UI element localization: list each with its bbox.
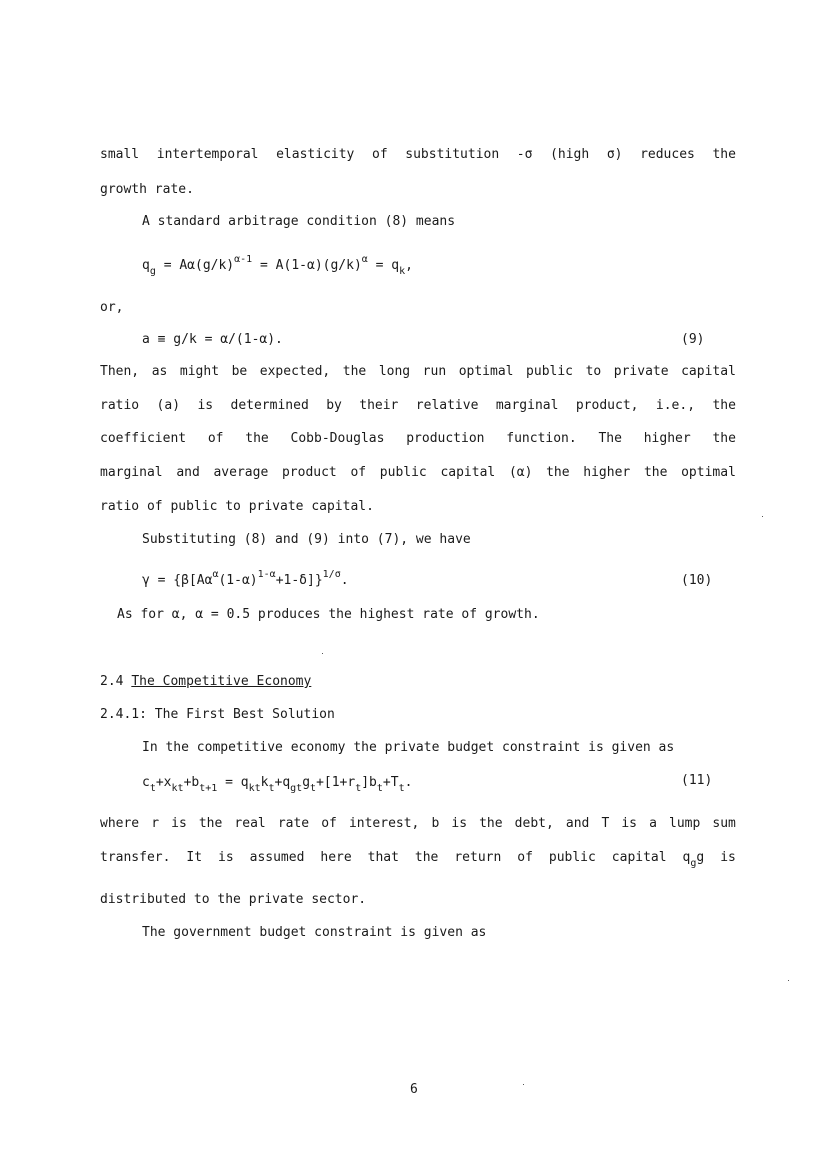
- word: of: [207, 431, 224, 446]
- word: (α): [508, 465, 533, 480]
- scan-speck: [788, 980, 789, 981]
- word: by: [326, 398, 342, 413]
- word: capital: [440, 465, 496, 480]
- word: rate: [277, 816, 310, 831]
- word: run: [422, 364, 447, 379]
- word: ratio: [100, 398, 140, 413]
- word: the: [712, 147, 736, 162]
- word: marginal: [100, 465, 163, 480]
- word: σ): [606, 147, 623, 162]
- word: Then,: [100, 364, 140, 379]
- word: function.: [506, 431, 577, 446]
- word: -σ: [516, 147, 533, 162]
- word: long: [378, 364, 411, 379]
- word: coefficient: [100, 431, 187, 446]
- word: higher: [583, 465, 631, 480]
- word: that: [367, 850, 399, 865]
- word: assumed: [249, 850, 305, 865]
- word: T: [601, 816, 610, 831]
- word: as: [151, 364, 168, 379]
- word: is: [621, 816, 638, 831]
- word: determined: [230, 398, 309, 413]
- word: The: [598, 431, 622, 446]
- word: and: [176, 465, 200, 480]
- word: private: [613, 364, 669, 379]
- word: sum: [712, 816, 736, 831]
- scan-speck: [322, 653, 323, 654]
- para2-line2: [100, 398, 736, 414]
- word: debt,: [514, 816, 554, 831]
- arbitrage-equation: $q_g = A\alpha(g/k)^{\alpha-1} = A(1-\alpha)(g/k)^\alpha = q_k$,: [142, 254, 413, 277]
- arbitrage-intro: A standard arbitrage condition (8) means: [142, 214, 456, 229]
- word: is: [218, 850, 234, 865]
- word: (a): [156, 398, 181, 413]
- word: i.e.,: [655, 398, 696, 413]
- subsection-heading: 2.4.1: The First Best Solution: [100, 707, 335, 722]
- scan-speck: [523, 1084, 524, 1085]
- word: is: [171, 816, 187, 831]
- substitution-intro: Substituting (8) and (9) into (7), we have: [142, 532, 471, 547]
- scan-speck: [762, 516, 763, 517]
- equation-10-number: (10): [681, 573, 713, 588]
- word: interest,: [348, 816, 420, 831]
- word: the: [712, 398, 736, 413]
- word: be: [231, 364, 248, 379]
- word: transfer.: [100, 850, 171, 865]
- word: is: [720, 850, 736, 865]
- word: the: [479, 816, 503, 831]
- word: is: [451, 816, 468, 831]
- word: product: [281, 465, 337, 480]
- word: of: [372, 147, 388, 162]
- word: public: [526, 364, 574, 379]
- word: here: [320, 850, 352, 865]
- word: It: [186, 850, 203, 865]
- word: r: [151, 816, 160, 831]
- word: of: [350, 465, 367, 480]
- word: where: [100, 816, 140, 831]
- word: the: [342, 364, 367, 379]
- word: public: [548, 850, 596, 865]
- equation-9-number: (9): [681, 332, 705, 347]
- word: production: [406, 431, 485, 446]
- section-heading: 2.4 The Competitive Economy: [100, 674, 312, 689]
- word: optimal: [681, 465, 736, 480]
- or-text: or,: [100, 300, 124, 315]
- inline-math-qg: $q_gg$: [682, 850, 705, 869]
- word: lump: [669, 816, 701, 831]
- word: b: [431, 816, 440, 831]
- word: optimal: [458, 364, 514, 379]
- word: real: [234, 816, 266, 831]
- equation-10: $\gamma = \{\beta[A\alpha^\alpha(1-\alpha)^{1-\alpha}+1-\delta]\}^{1/\sigma}$.: [142, 569, 349, 588]
- word: of: [517, 850, 533, 865]
- word: public: [379, 465, 427, 480]
- para1-line2: growth rate.: [100, 182, 194, 197]
- word: their: [359, 398, 399, 413]
- page-number: 6: [410, 1082, 418, 1097]
- word: product,: [575, 398, 639, 413]
- para3-line2: [100, 850, 736, 869]
- para2-line1: [100, 364, 736, 380]
- word: capital: [681, 364, 736, 379]
- para2-line5: ratio of public to private capital.: [100, 499, 374, 514]
- word: (high: [550, 147, 590, 162]
- para3-line1: [100, 816, 736, 832]
- word: the: [414, 850, 439, 865]
- word: reduces: [640, 147, 695, 162]
- word: the: [643, 465, 668, 480]
- equation-11: $c_t+x_{kt}+b_{t+1} = q_{kt}k_t+q_{gt}g_t+[1+r_t]b_t+T_t$.: [142, 775, 413, 794]
- para3-line3: distributed to the private sector.: [100, 892, 367, 907]
- word: the: [245, 431, 269, 446]
- word: intertemporal: [156, 147, 259, 162]
- para1-line1: [100, 147, 736, 163]
- word: Cobb-Douglas: [290, 431, 385, 446]
- word: and: [565, 816, 590, 831]
- word: the: [198, 816, 223, 831]
- word: might: [179, 364, 220, 379]
- equation-11-number: (11): [681, 773, 713, 788]
- word: the: [712, 431, 736, 446]
- word: return: [454, 850, 502, 865]
- word: relative: [415, 398, 479, 413]
- word: capital: [611, 850, 667, 865]
- government-intro: The government budget constraint is given as: [142, 925, 487, 940]
- competitive-intro: In the competitive economy the private budget constraint is given as: [142, 740, 675, 755]
- word: higher: [643, 431, 691, 446]
- alpha-sentence: As for α, α = 0.5 produces the highest rate of growth.: [117, 607, 540, 622]
- word: the: [546, 465, 570, 480]
- word: elasticity: [276, 147, 355, 162]
- word: a: [649, 816, 657, 831]
- word: average: [213, 465, 269, 480]
- word: substitution: [405, 147, 500, 162]
- word: marginal: [495, 398, 559, 413]
- word: of: [321, 816, 337, 831]
- word: expected,: [259, 364, 331, 379]
- word: is: [197, 398, 214, 413]
- word: small: [100, 147, 140, 162]
- equation-9: a ≡ g/k = α/(1-α).: [142, 332, 283, 347]
- para2-line3: [100, 431, 736, 447]
- para2-line4: [100, 465, 736, 481]
- word: to: [585, 364, 602, 379]
